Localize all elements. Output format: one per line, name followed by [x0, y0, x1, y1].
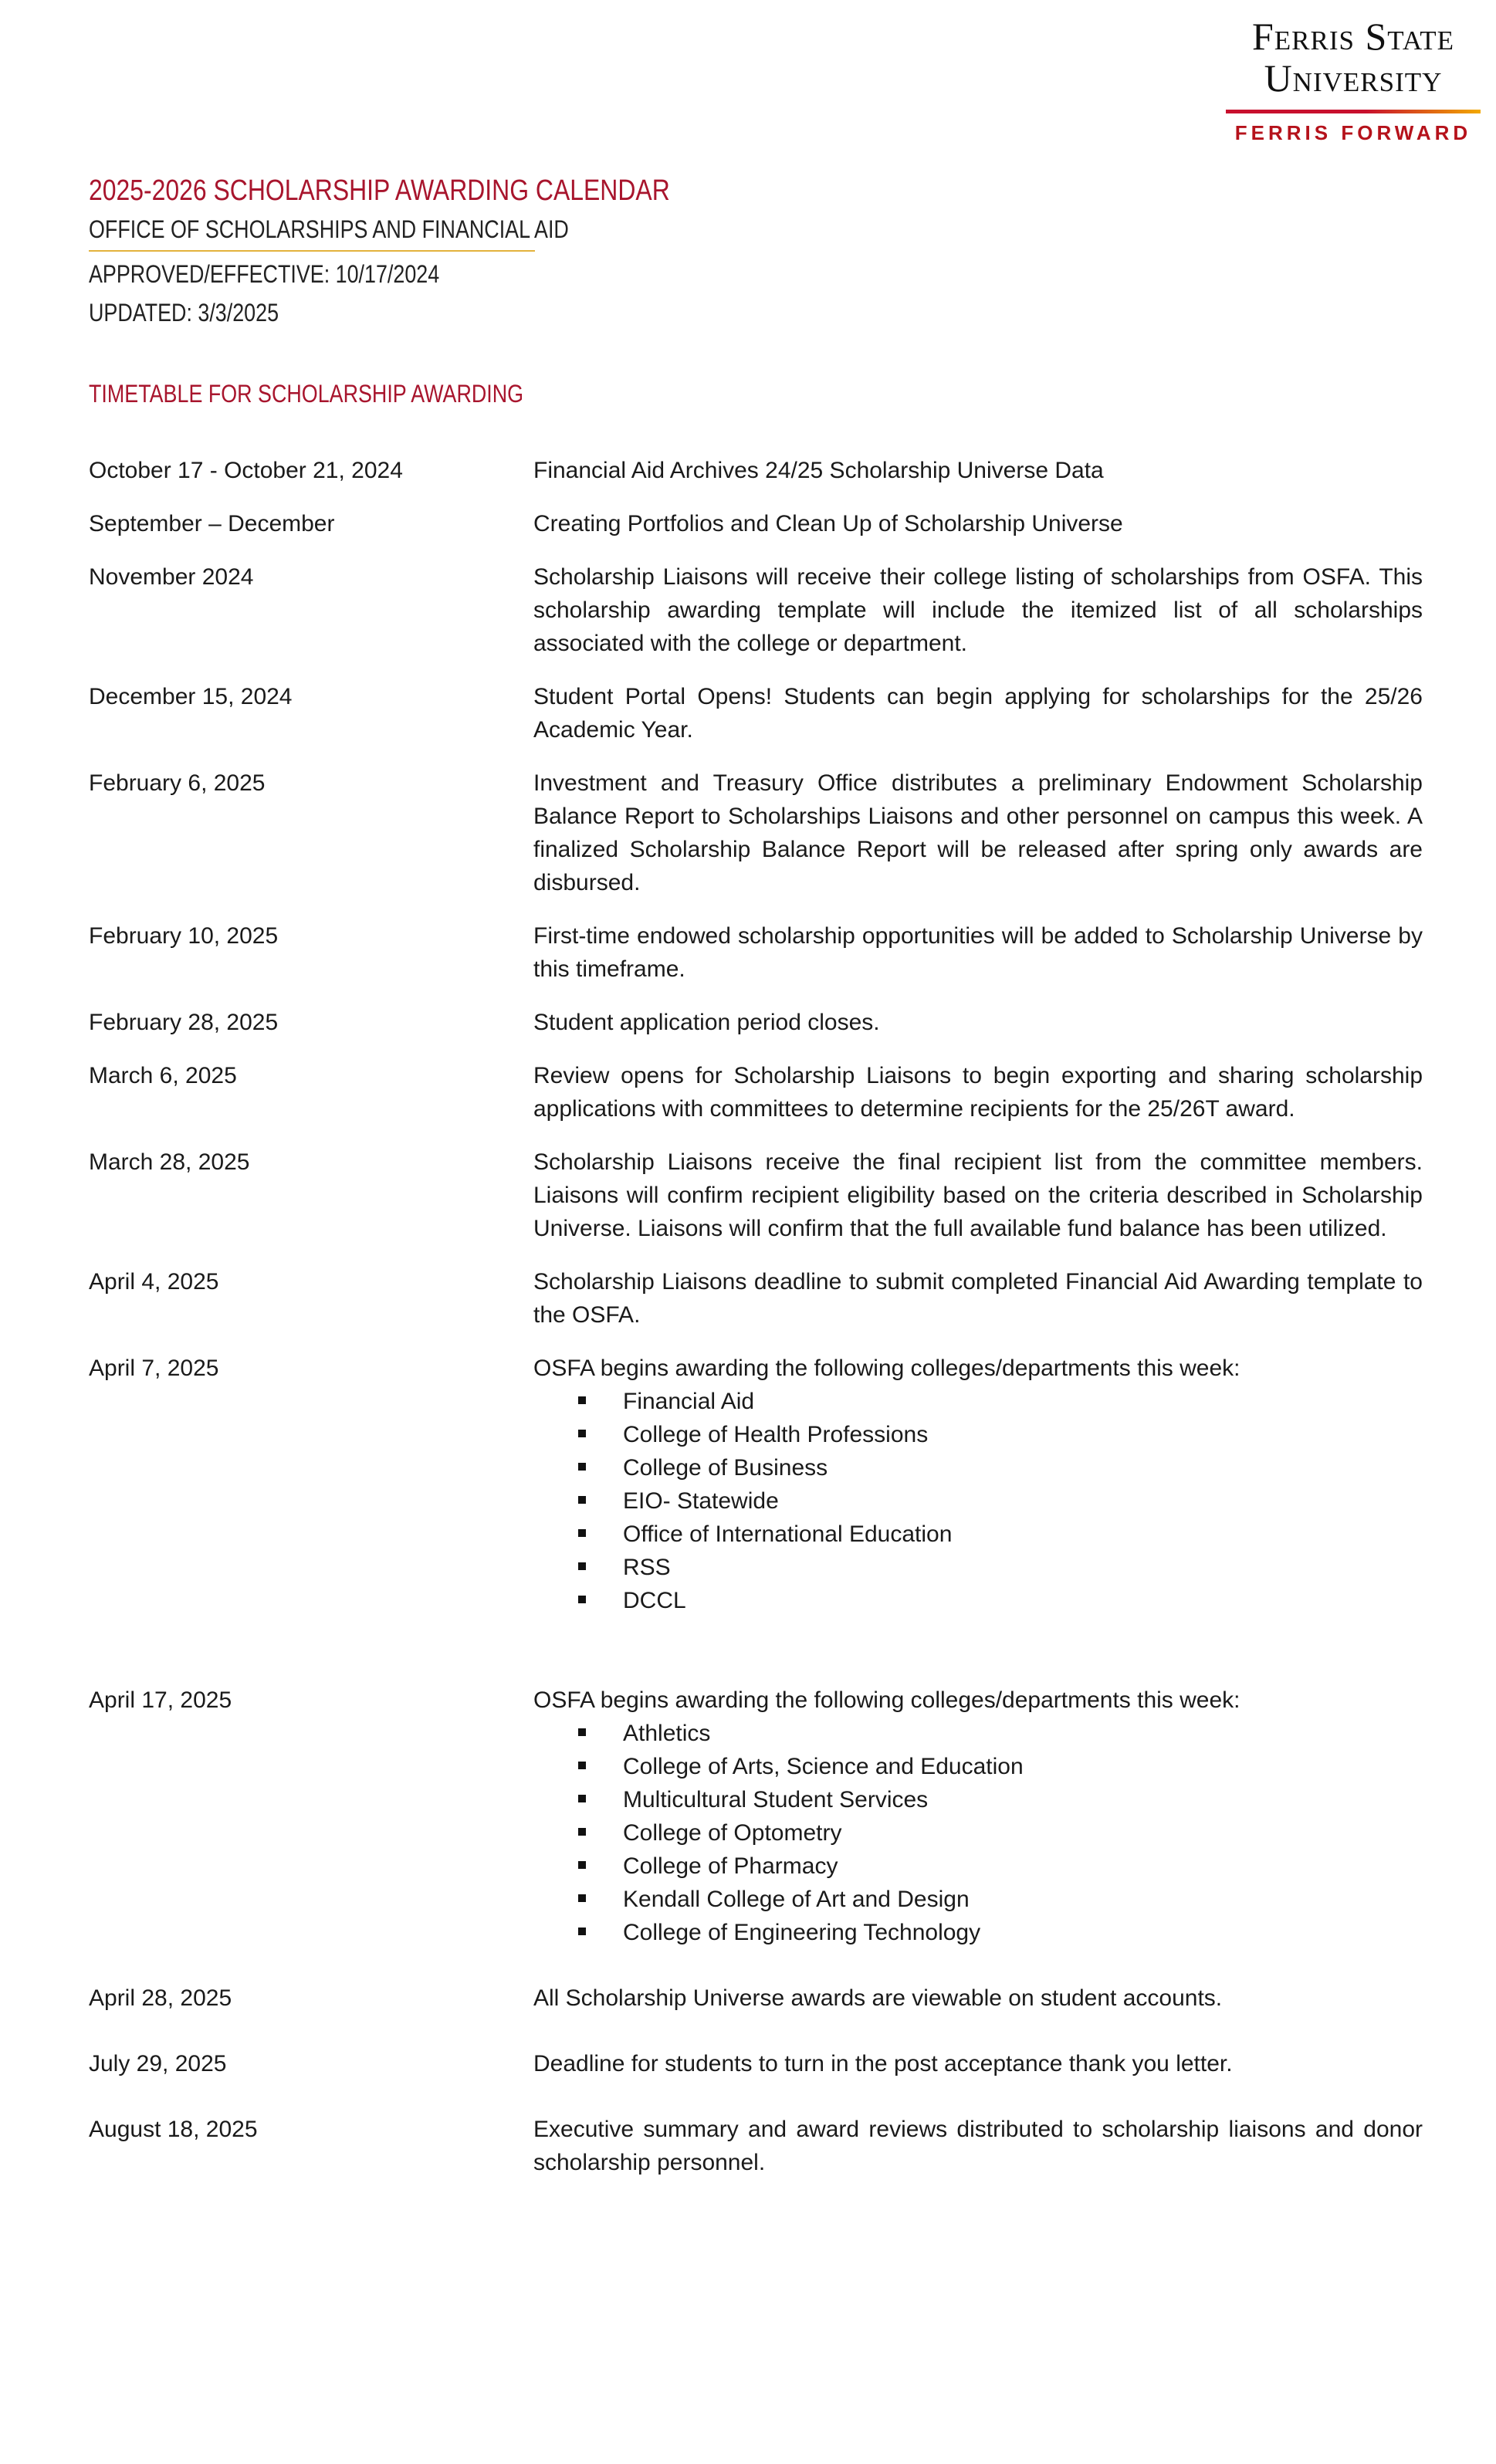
timetable-description-text: Scholarship Liaisons receive the final recipient list from the committee members. Liaisons will confirm recipient eligibility based on the criteria described in Scholarship Universe. Liaisons will confirm that the full available fund balance has been utilized. — [533, 1149, 1423, 1241]
square-bullet-icon — [578, 1762, 586, 1769]
department-name: Multicultural Student Services — [623, 1787, 929, 1812]
timetable-row — [89, 454, 1423, 487]
timetable-row — [89, 919, 1423, 986]
timetable-row — [89, 1684, 1423, 1949]
department-name: College of Health Professions — [623, 1422, 929, 1447]
timetable-row — [89, 1006, 1423, 1039]
square-bullet-icon — [578, 1894, 586, 1902]
timetable-description-text: Executive summary and award reviews distributed to scholarship liaisons and donor scholarship personnel. — [533, 2117, 1423, 2175]
logo-divider — [1226, 110, 1481, 113]
department-list-item — [578, 1484, 1423, 1518]
timetable-date: April 4, 2025 — [89, 1269, 219, 1295]
timetable-date: February 28, 2025 — [89, 1010, 279, 1035]
department-name: Financial Aid — [623, 1389, 755, 1414]
document-header — [89, 171, 780, 332]
department-list-item — [578, 1385, 1423, 1418]
timetable-date: December 15, 2024 — [89, 684, 293, 709]
timetable-description-text: Creating Portfolios and Clean Up of Scholarship Universe — [533, 511, 1123, 536]
timetable-row — [89, 2113, 1423, 2179]
department-list-item — [578, 1717, 1423, 1750]
square-bullet-icon — [578, 1496, 586, 1504]
timetable-date: July 29, 2025 — [89, 2051, 227, 2076]
timetable-description — [533, 1059, 1423, 1125]
timetable-description-text: Financial Aid Archives 24/25 Scholarship Universe Data — [533, 458, 1104, 483]
timetable-date: August 18, 2025 — [89, 2117, 258, 2142]
timetable-description-text: Scholarship Liaisons will receive their college listing of scholarships from OSFA. This scholarship awarding template will include the itemized list of all scholarships associated with the college or department. — [533, 564, 1423, 656]
square-bullet-icon — [578, 1596, 586, 1603]
timetable-description-text: OSFA begins awarding the following colleges/departments this week: — [533, 1687, 1240, 1713]
department-name: College of Engineering Technology — [623, 1920, 981, 1945]
department-list-item — [578, 1916, 1423, 1949]
department-list-item — [578, 1551, 1423, 1584]
timetable-description — [533, 454, 1423, 487]
timetable-row — [89, 1352, 1423, 1617]
department-name: Kendall College of Art and Design — [623, 1887, 970, 1912]
timetable-date: April 17, 2025 — [89, 1687, 232, 1713]
timetable-description — [533, 2113, 1423, 2179]
timetable-date: September – December — [89, 511, 335, 536]
department-list-item — [578, 1584, 1423, 1617]
department-list-item — [578, 1418, 1423, 1451]
department-list — [533, 1385, 1423, 1617]
timetable-date: February 10, 2025 — [89, 923, 279, 949]
square-bullet-icon — [578, 1529, 586, 1537]
approved-date: APPROVED/EFFECTIVE: 10/17/2024 — [89, 260, 440, 288]
timetable-description-text: Student Portal Opens! Students can begin applying for scholarships for the 25/26 Academic Year. — [533, 684, 1423, 743]
timetable — [89, 454, 1423, 2199]
department-list-item — [578, 1850, 1423, 1883]
square-bullet-icon — [578, 1430, 586, 1437]
timetable-description — [533, 1006, 1423, 1039]
timetable-description — [533, 1684, 1423, 1949]
timetable-row — [89, 1059, 1423, 1125]
timetable-description-text: Investment and Treasury Office distributes a preliminary Endowment Scholarship Balance Report to Scholarships Liaisons and other personnel on campus this week. A finalized Scholarship Balance Report will be released after spring only awards are disbursed. — [533, 770, 1423, 895]
timetable-date: November 2024 — [89, 564, 254, 590]
timetable-description — [533, 507, 1423, 540]
department-list-item — [578, 1451, 1423, 1484]
timetable-description-text: Scholarship Liaisons deadline to submit completed Financial Aid Awarding template to the OSFA. — [533, 1269, 1423, 1328]
timetable-row — [89, 507, 1423, 540]
logo-tagline: FERRIS FORWARD — [1234, 121, 1472, 144]
square-bullet-icon — [578, 1828, 586, 1836]
timetable-description-text: All Scholarship Universe awards are viewable on student accounts. — [533, 1985, 1223, 2011]
logo-line-2: University — [1264, 56, 1443, 100]
timetable-description-text: Deadline for students to turn in the post acceptance thank you letter. — [533, 2051, 1233, 2076]
office-underline — [89, 250, 535, 252]
timetable-date: April 7, 2025 — [89, 1356, 219, 1381]
timetable-row — [89, 680, 1423, 746]
timetable-description-text: OSFA begins awarding the following colleges/departments this week: — [533, 1356, 1240, 1381]
department-list-item — [578, 1883, 1423, 1916]
document-title: 2025-2026 SCHOLARSHIP AWARDING CALENDAR — [89, 174, 670, 207]
square-bullet-icon — [578, 1861, 586, 1869]
square-bullet-icon — [578, 1562, 586, 1570]
timetable-date: April 28, 2025 — [89, 1985, 232, 2011]
timetable-row — [89, 767, 1423, 899]
timetable-description — [533, 1265, 1423, 1332]
timetable-row — [89, 1982, 1423, 2015]
timetable-row — [89, 2047, 1423, 2080]
square-bullet-icon — [578, 1463, 586, 1471]
timetable-date: March 28, 2025 — [89, 1149, 250, 1175]
timetable-description — [533, 1146, 1423, 1245]
square-bullet-icon — [578, 1396, 586, 1404]
timetable-date: March 6, 2025 — [89, 1063, 237, 1088]
timetable-description-text: Review opens for Scholarship Liaisons to begin exporting and sharing scholarship applications with committees to determine recipients for the 25/26T award. — [533, 1063, 1423, 1122]
department-name: College of Optometry — [623, 1820, 842, 1846]
timetable-description — [533, 560, 1423, 660]
department-list-item — [578, 1750, 1423, 1783]
timetable-description-text: Student application period closes. — [533, 1010, 880, 1035]
department-list — [533, 1717, 1423, 1949]
timetable-row — [89, 1146, 1423, 1245]
timetable-row — [89, 560, 1423, 660]
department-name: DCCL — [623, 1588, 686, 1613]
department-name: Athletics — [623, 1721, 711, 1746]
logo-line-1: Ferris State — [1251, 15, 1455, 58]
department-name: RSS — [623, 1555, 671, 1580]
square-bullet-icon — [578, 1795, 586, 1802]
timetable-date: October 17 - October 21, 2024 — [89, 458, 403, 483]
department-name: College of Pharmacy — [623, 1853, 838, 1879]
office-name: OFFICE OF SCHOLARSHIPS AND FINANCIAL AID — [89, 215, 569, 243]
department-list-item — [578, 1783, 1423, 1816]
timetable-date: February 6, 2025 — [89, 770, 266, 796]
department-name: EIO- Statewide — [623, 1488, 779, 1514]
square-bullet-icon — [578, 1728, 586, 1736]
timetable-description — [533, 680, 1423, 746]
timetable-description — [533, 919, 1423, 986]
timetable-description-text: First-time endowed scholarship opportunities will be added to Scholarship Universe by this timeframe. — [533, 923, 1423, 982]
department-list-item — [578, 1816, 1423, 1850]
department-name: College of Business — [623, 1455, 828, 1481]
department-name: College of Arts, Science and Education — [623, 1754, 1024, 1779]
updated-date: UPDATED: 3/3/2025 — [89, 299, 279, 327]
department-list-item — [578, 1518, 1423, 1551]
timetable-description — [533, 2047, 1423, 2080]
timetable-description — [533, 1982, 1423, 2015]
section-title: TIMETABLE FOR SCHOLARSHIP AWARDING — [89, 380, 524, 408]
university-logo — [1226, 15, 1481, 145]
square-bullet-icon — [578, 1928, 586, 1935]
department-name: Office of International Education — [623, 1521, 953, 1547]
timetable-description — [533, 1352, 1423, 1617]
timetable-description — [533, 767, 1423, 899]
timetable-row — [89, 1265, 1423, 1332]
